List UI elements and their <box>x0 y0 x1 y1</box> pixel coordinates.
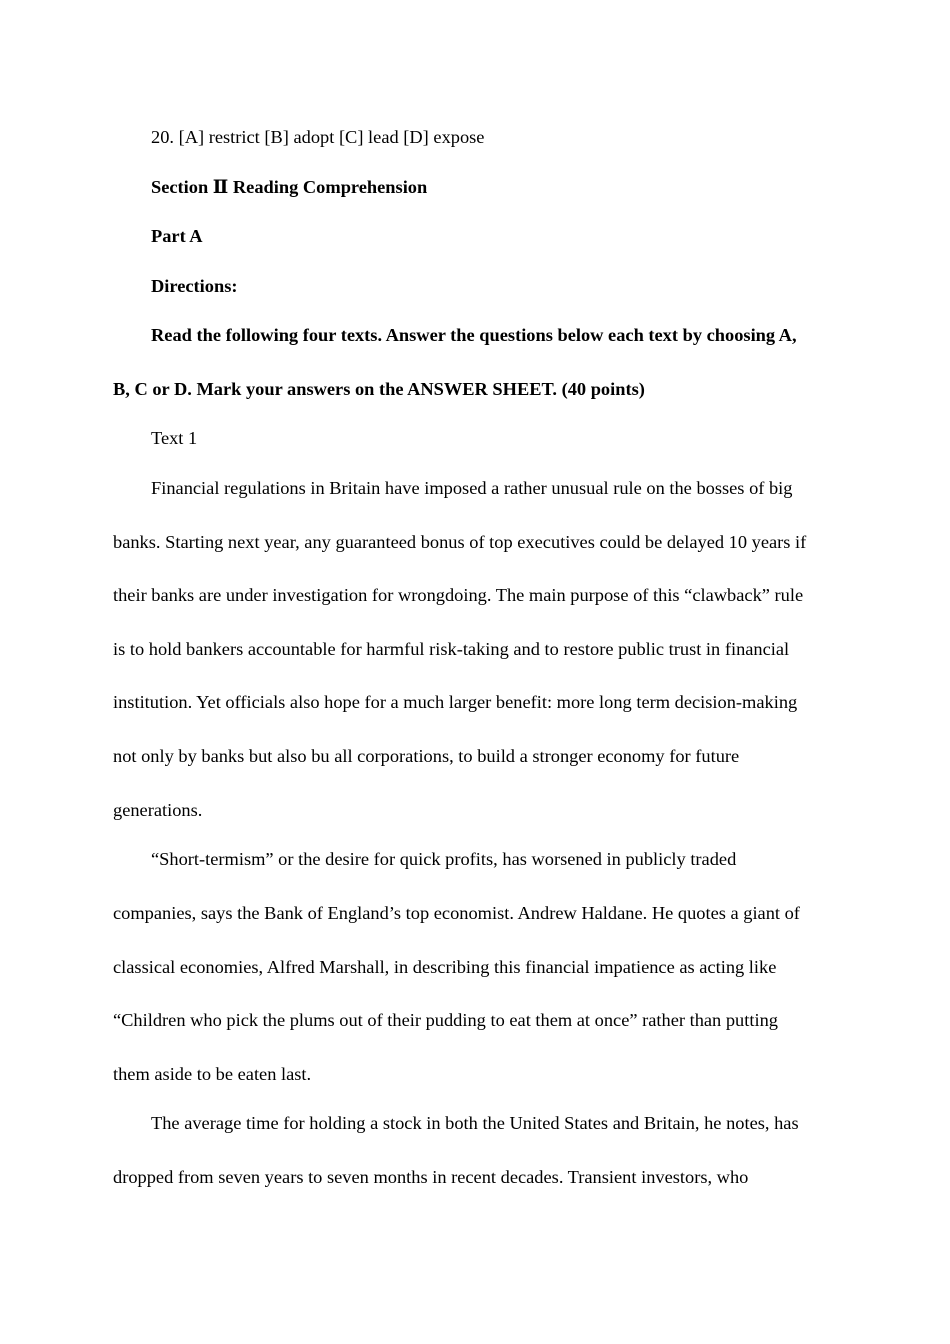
paragraph-line: dropped from seven years to seven months in recent decades. Transient investors, who <box>113 1167 749 1187</box>
paragraph-line: “Children who pick the plums out of their pudding to eat them at once” rather than putting <box>113 1010 778 1030</box>
paragraph-line: Financial regulations in Britain have imposed a rather unusual rule on the bosses of big <box>151 478 793 498</box>
paragraph-line: is to hold bankers accountable for harmful risk-taking and to restore public trust in financial <box>113 639 790 659</box>
directions-line: Read the following four texts. Answer the questions below each text by choosing A, <box>151 325 797 345</box>
directions-line: B, C or D. Mark your answers on the ANSWER SHEET. (40 points) <box>113 379 645 399</box>
text-1-title: Text 1 <box>151 428 198 448</box>
paragraph-line: institution. Yet officials also hope for a much larger benefit: more long term decision-making <box>113 692 798 712</box>
question-20-options: 20. [A] restrict [B] adopt [C] lead [D] expose <box>151 127 485 147</box>
paragraph-line: generations. <box>113 800 203 820</box>
paragraph-line: banks. Starting next year, any guaranteed bonus of top executives could be delayed 10 years if <box>113 532 807 552</box>
paragraph-line: The average time for holding a stock in both the United States and Britain, he notes, has <box>151 1113 799 1133</box>
paragraph-line: not only by banks but also bu all corporations, to build a stronger economy for future <box>113 746 740 766</box>
paragraph-line: companies, says the Bank of England’s top economist. Andrew Haldane. He quotes a giant of <box>113 903 800 923</box>
section-heading: Section Ⅱ Reading Comprehension <box>151 177 428 197</box>
paragraph-line: their banks are under investigation for wrongdoing. The main purpose of this “clawback” rule <box>113 585 804 605</box>
directions-label: Directions: <box>151 276 238 296</box>
paragraph-line: classical economies, Alfred Marshall, in describing this financial impatience as acting like <box>113 957 777 977</box>
part-heading: Part A <box>151 226 203 246</box>
paragraph-line: them aside to be eaten last. <box>113 1064 312 1084</box>
paragraph-line: “Short-termism” or the desire for quick profits, has worsened in publicly traded <box>151 849 737 869</box>
